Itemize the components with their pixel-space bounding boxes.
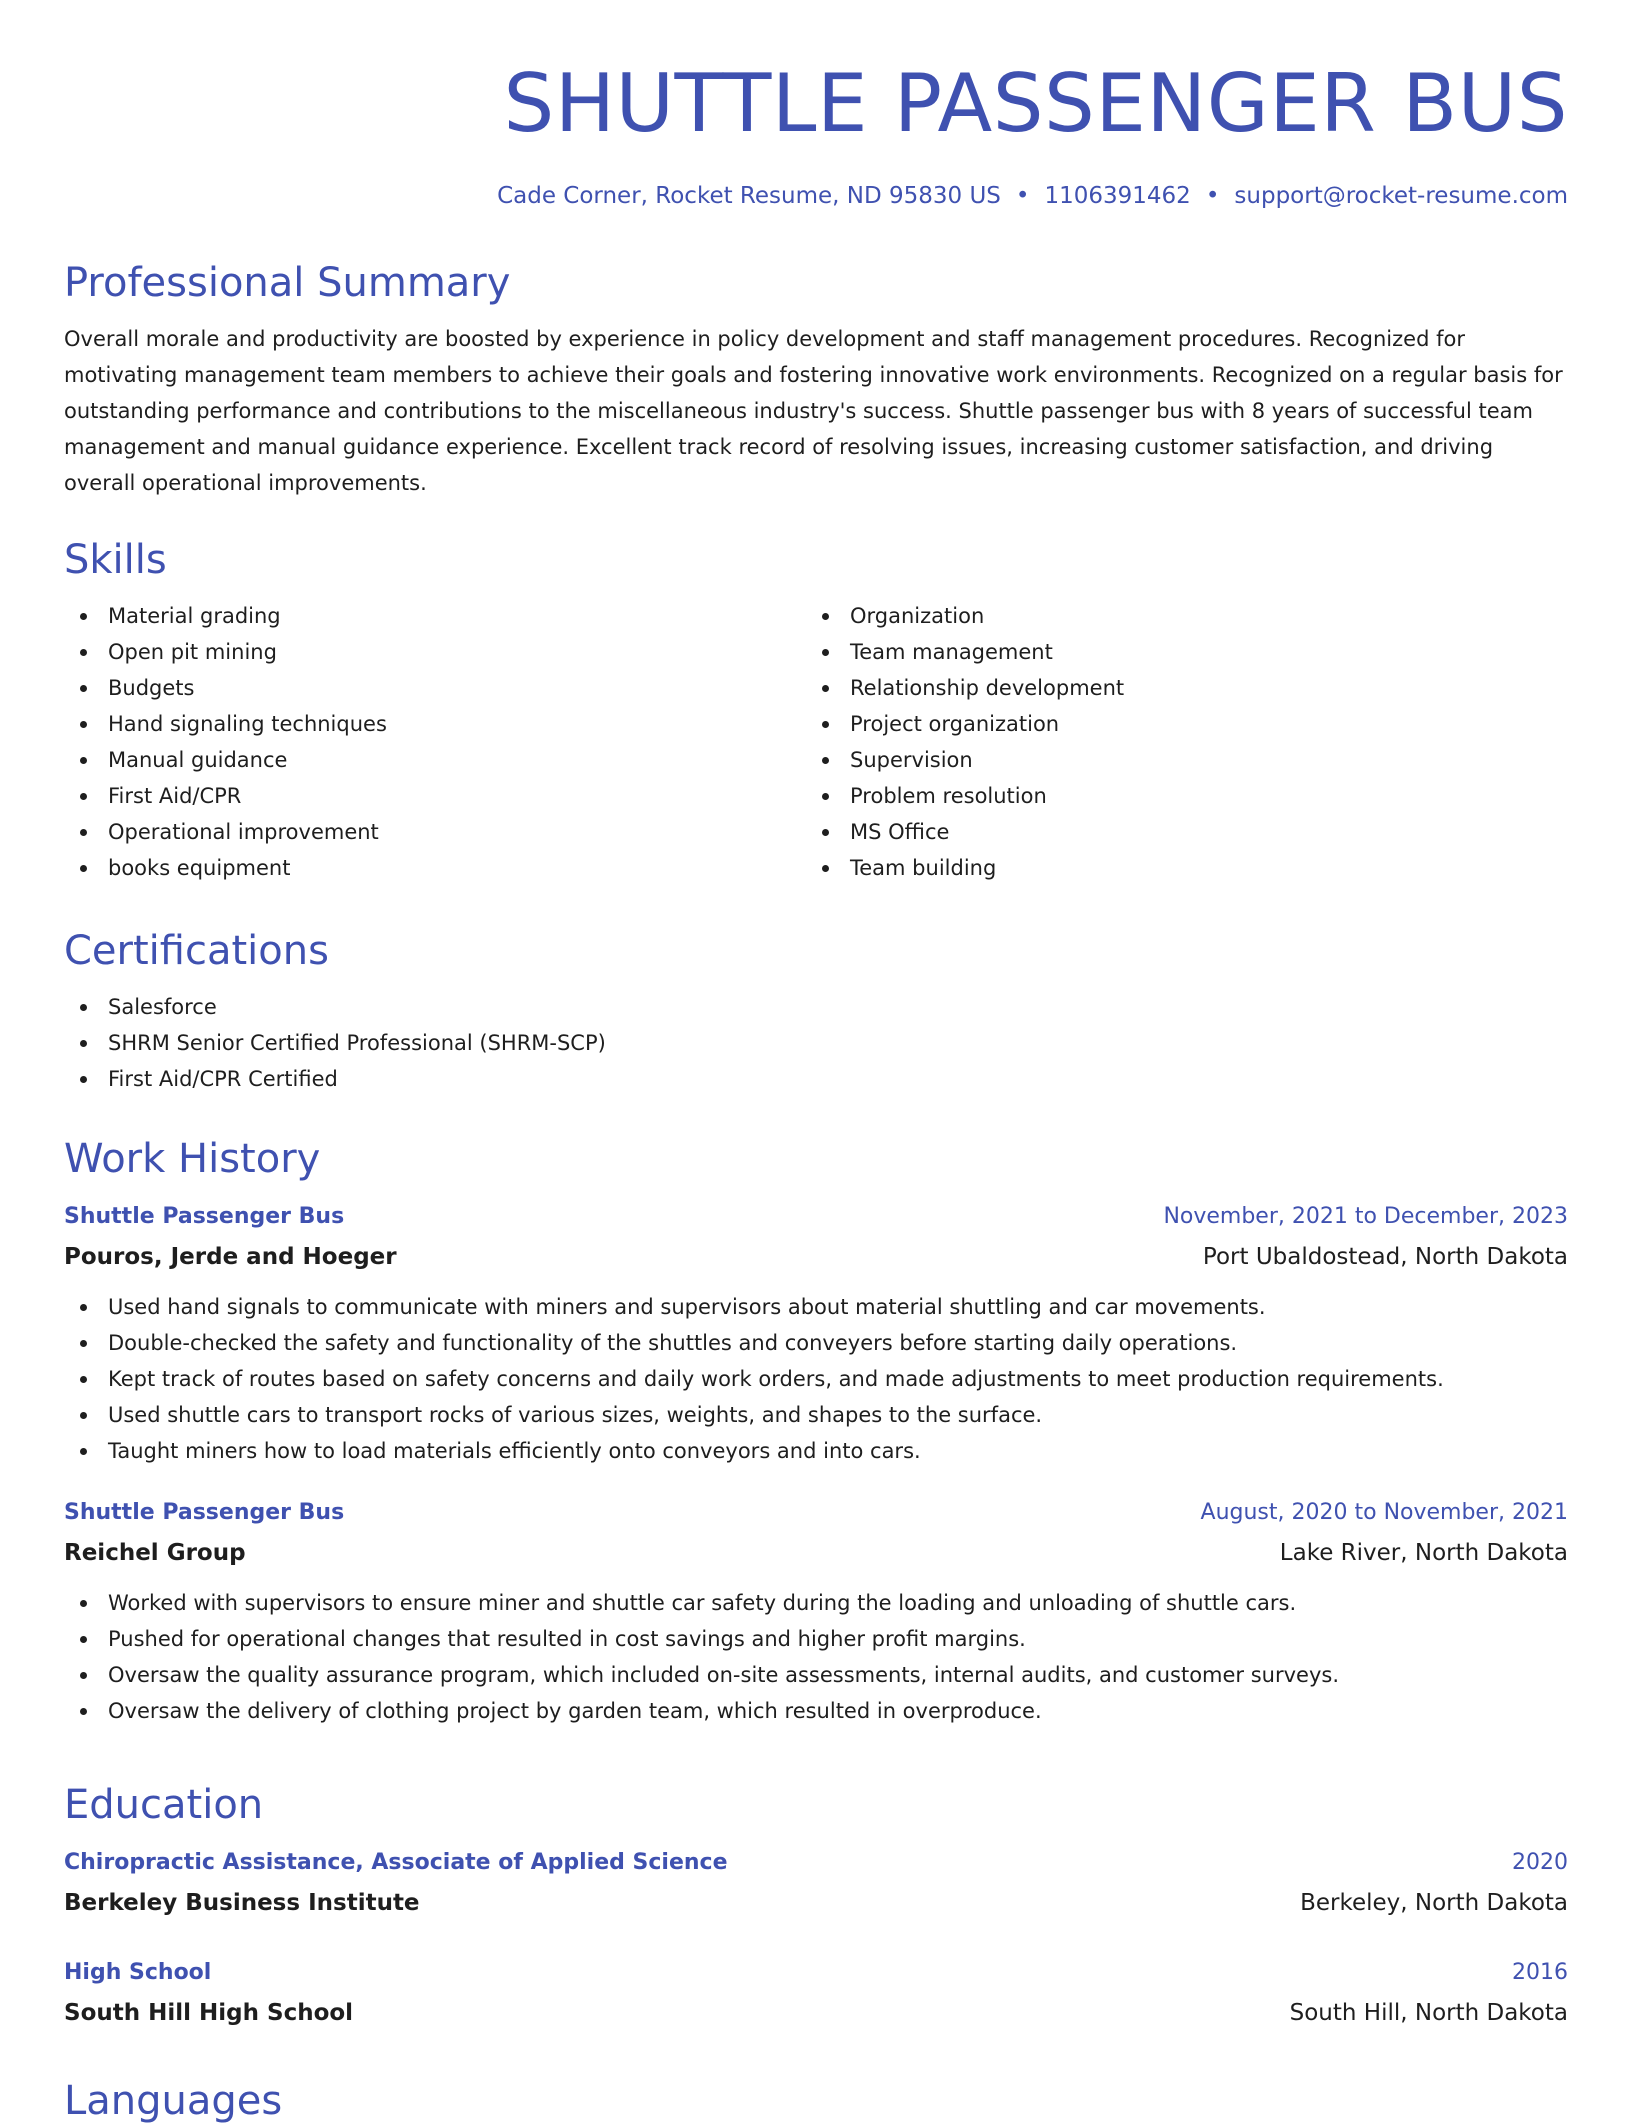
list-item: Manual guidance bbox=[64, 742, 806, 778]
education-subheader bbox=[64, 1883, 1568, 1923]
school-location: South Hill, North Dakota bbox=[1289, 2000, 1568, 2026]
list-item: Problem resolution bbox=[806, 778, 1548, 814]
list-item: books equipment bbox=[64, 850, 806, 886]
graduation-year: 2016 bbox=[1512, 1960, 1568, 1985]
skills-list-right bbox=[806, 598, 1548, 886]
education-entry bbox=[64, 1843, 1568, 1923]
section-heading-skills: Skills bbox=[64, 537, 167, 583]
summary-text: Overall morale and productivity are boosted by experience in policy development and staff management procedures. Recognized for motivating management team members to achieve their goals and fostering innovative work environments. Recognized on a regular basis for outstanding performance and contributions to the miscellaneous industry's success. Shuttle passenger bus with 8 years of successful team management and manual guidance experience. Excellent track record of resolving issues, increasing customer satisfaction, and driving overall operational improvements. bbox=[64, 327, 1563, 495]
list-item: First Aid/CPR bbox=[64, 778, 806, 814]
list-item: Material grading bbox=[64, 598, 806, 634]
work-history-section bbox=[64, 1133, 1568, 1729]
list-item: Team building bbox=[806, 850, 1548, 886]
degree: High School bbox=[64, 1960, 212, 1985]
graduation-year: 2020 bbox=[1512, 1850, 1568, 1875]
job-location: Port Ubaldostead, North Dakota bbox=[1202, 1244, 1568, 1270]
phone: 1106391462 bbox=[1044, 183, 1191, 209]
list-item: Budgets bbox=[64, 670, 806, 706]
job-header bbox=[64, 1493, 1568, 1533]
school-name: South Hill High School bbox=[64, 2000, 354, 2026]
section-heading-work-history: Work History bbox=[64, 1136, 321, 1182]
candidate-name: SHUTTLE PASSENGER BUS bbox=[503, 57, 1568, 150]
list-item: Project organization bbox=[806, 706, 1548, 742]
section-heading-languages: Languages bbox=[64, 2078, 283, 2124]
contact-line bbox=[64, 180, 1568, 212]
job-subheader bbox=[64, 1237, 1568, 1277]
education-entry bbox=[64, 1953, 1568, 2033]
list-item: Pushed for operational changes that resulted in cost savings and higher profit margins. bbox=[64, 1621, 1568, 1657]
degree: Chiropractic Assistance, Associate of Applied Science bbox=[64, 1850, 728, 1875]
education-header bbox=[64, 1953, 1568, 1993]
list-item: Used hand signals to communicate with miners and supervisors about material shuttling and car movements. bbox=[64, 1289, 1568, 1325]
job-subheader bbox=[64, 1533, 1568, 1573]
school-location: Berkeley, North Dakota bbox=[1300, 1890, 1568, 1916]
job-dates: November, 2021 to December, 2023 bbox=[1163, 1204, 1568, 1229]
job-title: Shuttle Passenger Bus bbox=[64, 1204, 345, 1229]
list-item: Organization bbox=[806, 598, 1548, 634]
list-item: Kept track of routes based on safety concerns and daily work orders, and made adjustments to meet production requirements. bbox=[64, 1361, 1568, 1397]
list-item: SHRM Senior Certified Professional (SHRM-SCP) bbox=[64, 1025, 1568, 1061]
list-item: Operational improvement bbox=[64, 814, 806, 850]
list-item: First Aid/CPR Certified bbox=[64, 1061, 1568, 1097]
list-item: Used shuttle cars to transport rocks of various sizes, weights, and shapes to the surface. bbox=[64, 1397, 1568, 1433]
skills-list-left bbox=[64, 598, 806, 886]
job-location: Lake River, North Dakota bbox=[1279, 1540, 1568, 1566]
certifications-section bbox=[64, 925, 1568, 1097]
education-subheader bbox=[64, 1993, 1568, 2033]
address: Cade Corner, Rocket Resume, ND 95830 US bbox=[497, 183, 1001, 209]
list-item: MS Office bbox=[806, 814, 1548, 850]
languages-section bbox=[64, 2075, 1568, 2127]
list-item: Salesforce bbox=[64, 989, 1568, 1025]
separator: • bbox=[1015, 183, 1030, 209]
skills-columns bbox=[64, 598, 1568, 886]
list-item: Supervision bbox=[806, 742, 1548, 778]
list-item: Oversaw the delivery of clothing project by garden team, which resulted in overproduce. bbox=[64, 1693, 1568, 1729]
summary-section bbox=[64, 257, 1568, 501]
job-bullets bbox=[64, 1289, 1568, 1469]
list-item: Double-checked the safety and functionality of the shuttles and conveyers before starting daily operations. bbox=[64, 1325, 1568, 1361]
separator: • bbox=[1205, 183, 1220, 209]
list-item: Relationship development bbox=[806, 670, 1548, 706]
skills-section bbox=[64, 534, 1568, 886]
list-item: Worked with supervisors to ensure miner and shuttle car safety during the loading and unloading of shuttle cars. bbox=[64, 1585, 1568, 1621]
list-item: Oversaw the quality assurance program, which included on-site assessments, internal audits, and customer surveys. bbox=[64, 1657, 1568, 1693]
email-link[interactable]: support@rocket-resume.com bbox=[1234, 183, 1568, 209]
job-company: Reichel Group bbox=[64, 1540, 246, 1566]
list-item: Hand signaling techniques bbox=[64, 706, 806, 742]
job-entry bbox=[64, 1197, 1568, 1469]
job-entry bbox=[64, 1493, 1568, 1729]
section-heading-certifications: Certifications bbox=[64, 928, 329, 974]
list-item: Open pit mining bbox=[64, 634, 806, 670]
job-bullets bbox=[64, 1585, 1568, 1729]
job-title: Shuttle Passenger Bus bbox=[64, 1500, 345, 1525]
list-item: Taught miners how to load materials efficiently onto conveyors and into cars. bbox=[64, 1433, 1568, 1469]
school-name: Berkeley Business Institute bbox=[64, 1890, 420, 1916]
job-dates: August, 2020 to November, 2021 bbox=[1200, 1500, 1568, 1525]
list-item: Team management bbox=[806, 634, 1548, 670]
certifications-list bbox=[64, 989, 1568, 1097]
job-company: Pouros, Jerde and Hoeger bbox=[64, 1244, 397, 1270]
education-section bbox=[64, 1779, 1568, 2033]
job-header bbox=[64, 1197, 1568, 1237]
resume-page bbox=[64, 0, 1568, 2124]
section-heading-summary: Professional Summary bbox=[64, 260, 511, 306]
education-header bbox=[64, 1843, 1568, 1883]
section-heading-education: Education bbox=[64, 1782, 264, 1828]
